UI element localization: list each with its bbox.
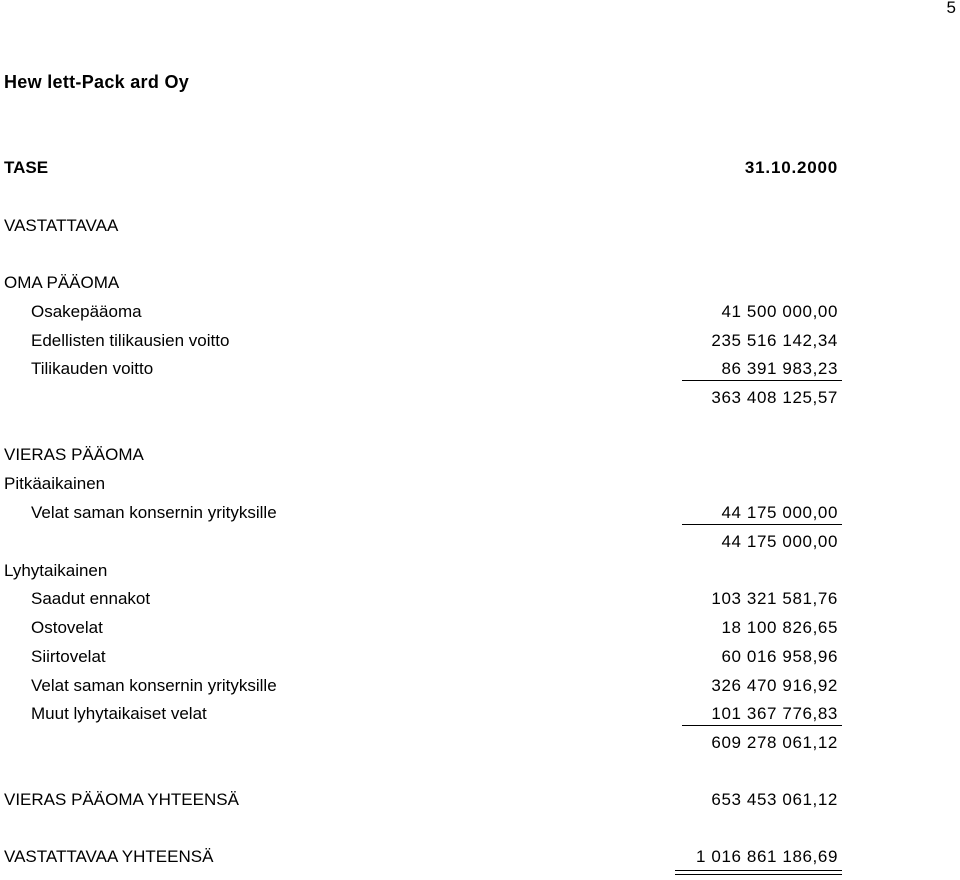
company-name: Hew lett-Pack ard Oy <box>4 72 190 92</box>
balance-sheet-title: TASE <box>4 158 49 177</box>
vieras-paaoma-yhteensa-value: 653 453 061,12 <box>711 790 838 809</box>
row-label: Siirtovelat <box>31 647 106 666</box>
oma-paaoma-heading: OMA PÄÄOMA <box>4 273 120 292</box>
double-rule-top <box>675 870 842 871</box>
grand-total-value: 1 016 861 186,69 <box>696 847 838 866</box>
balance-sheet-date: 31.10.2000 <box>744 158 838 177</box>
row-label: Osakepääoma <box>31 302 142 321</box>
row-value: 326 470 916,92 <box>711 676 838 695</box>
grand-total-label: VASTATTAVAA YHTEENSÄ <box>4 847 214 866</box>
subtotal-rule <box>682 380 842 381</box>
row-label: Tilikauden voitto <box>31 359 154 378</box>
row-value: 18 100 826,65 <box>721 618 838 637</box>
lyhytaikainen-heading: Lyhytaikainen <box>4 561 108 580</box>
subtotal-rule <box>682 725 842 726</box>
row-label: Ostovelat <box>31 618 103 637</box>
pitkaaikainen-heading: Pitkäaikainen <box>4 474 106 493</box>
row-value: 235 516 142,34 <box>711 331 838 350</box>
row-label: Velat saman konsernin yrityksille <box>31 676 277 695</box>
section-heading: VASTATTAVAA <box>4 216 119 235</box>
oma-paaoma-total: 363 408 125,57 <box>711 388 838 407</box>
double-rule-bottom <box>675 874 842 875</box>
row-value: 103 321 581,76 <box>711 589 838 608</box>
vieras-paaoma-yhteensa-label: VIERAS PÄÄOMA YHTEENSÄ <box>4 790 239 809</box>
row-label: Velat saman konsernin yrityksille <box>31 503 277 522</box>
row-label: Saadut ennakot <box>31 589 151 608</box>
row-value: 86 391 983,23 <box>721 359 838 378</box>
pitkaaikainen-total: 44 175 000,00 <box>721 532 838 551</box>
page-number: 5 <box>946 0 956 17</box>
vieras-paaoma-heading: VIERAS PÄÄOMA <box>4 445 144 464</box>
row-value: 44 175 000,00 <box>721 503 838 522</box>
row-value: 101 367 776,83 <box>711 704 838 723</box>
lyhytaikainen-total: 609 278 061,12 <box>711 733 838 752</box>
row-value: 60 016 958,96 <box>721 647 838 666</box>
row-label: Muut lyhytaikaiset velat <box>31 704 207 723</box>
row-label: Edellisten tilikausien voitto <box>31 331 230 350</box>
row-value: 41 500 000,00 <box>721 302 838 321</box>
subtotal-rule <box>682 524 842 525</box>
